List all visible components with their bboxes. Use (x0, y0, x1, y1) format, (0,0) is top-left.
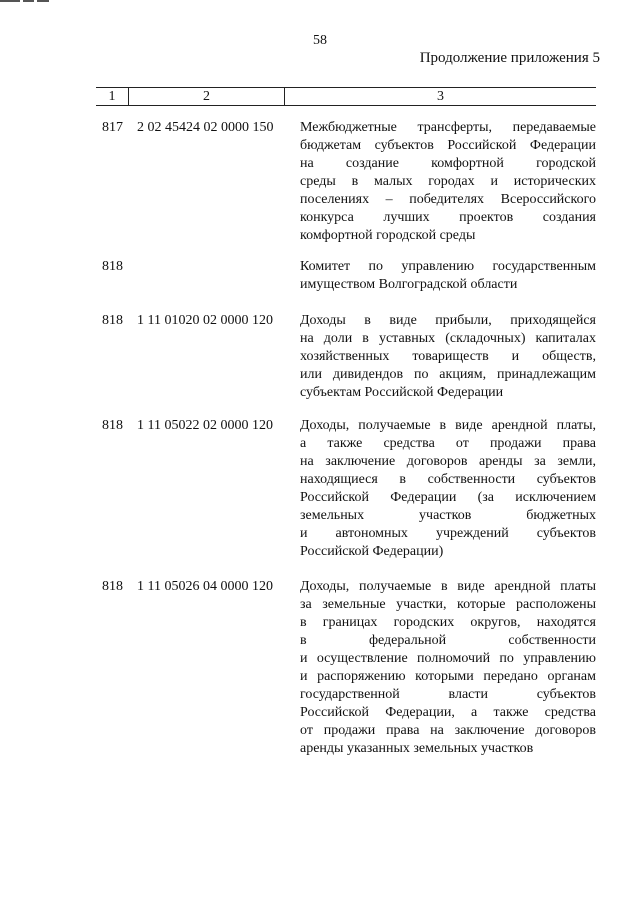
description-line: в федеральной собственности (300, 633, 596, 648)
admin-code: 817 (102, 120, 123, 135)
description-line: среды в малых городах и исторических (300, 174, 596, 189)
description-line: от продажи права на заключение договоров (300, 723, 596, 738)
revenue-description (300, 417, 596, 561)
description-line: государственной власти субъектов (300, 687, 596, 702)
revenue-description (300, 312, 596, 402)
table-header (96, 87, 596, 106)
revenue-description (300, 578, 596, 758)
description-line: на создание комфортной городской (300, 156, 596, 171)
description-line: Российской Федерации (за исключением (300, 490, 596, 505)
page-number: 58 (313, 33, 327, 48)
description-line: Российской Федерации) (300, 544, 444, 559)
description-line: поселениях – победителях Всероссийского (300, 192, 596, 207)
budget-classification-code: 1 11 05026 04 0000 120 (137, 579, 273, 594)
description-line: хозяйственных товариществ и обществ, (300, 349, 596, 364)
description-line: на доли в уставных (складочных) капиталах (300, 331, 596, 346)
budget-classification-code: 2 02 45424 02 0000 150 (137, 120, 274, 135)
description-line: и распоряжению которыми передано органам (300, 669, 596, 684)
budget-classification-code: 1 11 01020 02 0000 120 (137, 313, 273, 328)
header-col-1: 1 (108, 89, 116, 104)
description-line: бюджетам субъектов Российской Федерации (300, 138, 596, 153)
description-line: земельных участков бюджетных (300, 508, 596, 523)
revenue-description (300, 119, 596, 245)
description-line: Комитет по управлению государственным (300, 259, 596, 274)
budget-classification-code: 1 11 05022 02 0000 120 (137, 418, 273, 433)
description-line: и осуществление полномочий по управлению (300, 651, 596, 666)
description-line: Доходы в виде прибыли, приходящейся (300, 313, 596, 328)
admin-code: 818 (102, 418, 123, 433)
description-line: или дивидендов по акциям, принадлежащим (300, 367, 596, 382)
description-line: Доходы, получаемые в виде арендной платы, (300, 418, 596, 433)
description-line: имуществом Волгоградской области (300, 277, 518, 292)
description-line: комфортной городской среды (300, 228, 476, 243)
description-line: и автономных учреждений субъектов (300, 526, 596, 541)
revenue-description (300, 258, 596, 294)
description-line: в границах городских округов, находятся (300, 615, 596, 630)
continuation-label: Продолжение приложения 5 (419, 50, 600, 66)
description-line: конкурса лучших проектов создания (300, 210, 596, 225)
description-line: а также средства от продажи права (300, 436, 596, 451)
header-col-3: 3 (437, 89, 444, 104)
admin-code: 818 (102, 259, 123, 274)
description-line: Доходы, получаемые в виде арендной платы (300, 579, 596, 594)
description-line: Российской Федерации, а также средства (300, 705, 596, 720)
description-line: за земельные участки, которые расположены (300, 597, 596, 612)
description-line: субъектам Российской Федерации (300, 385, 504, 400)
admin-code: 818 (102, 313, 123, 328)
header-col-2: 2 (203, 89, 210, 104)
description-line: аренды указанных земельных участков (300, 741, 534, 756)
description-line: Межбюджетные трансферты, передаваемые (300, 120, 596, 135)
admin-code: 818 (102, 579, 123, 594)
scan-corner-mark (0, 0, 50, 2)
description-line: на заключение договоров аренды за земли, (300, 454, 596, 469)
description-line: находящиеся в собственности субъектов (300, 472, 596, 487)
